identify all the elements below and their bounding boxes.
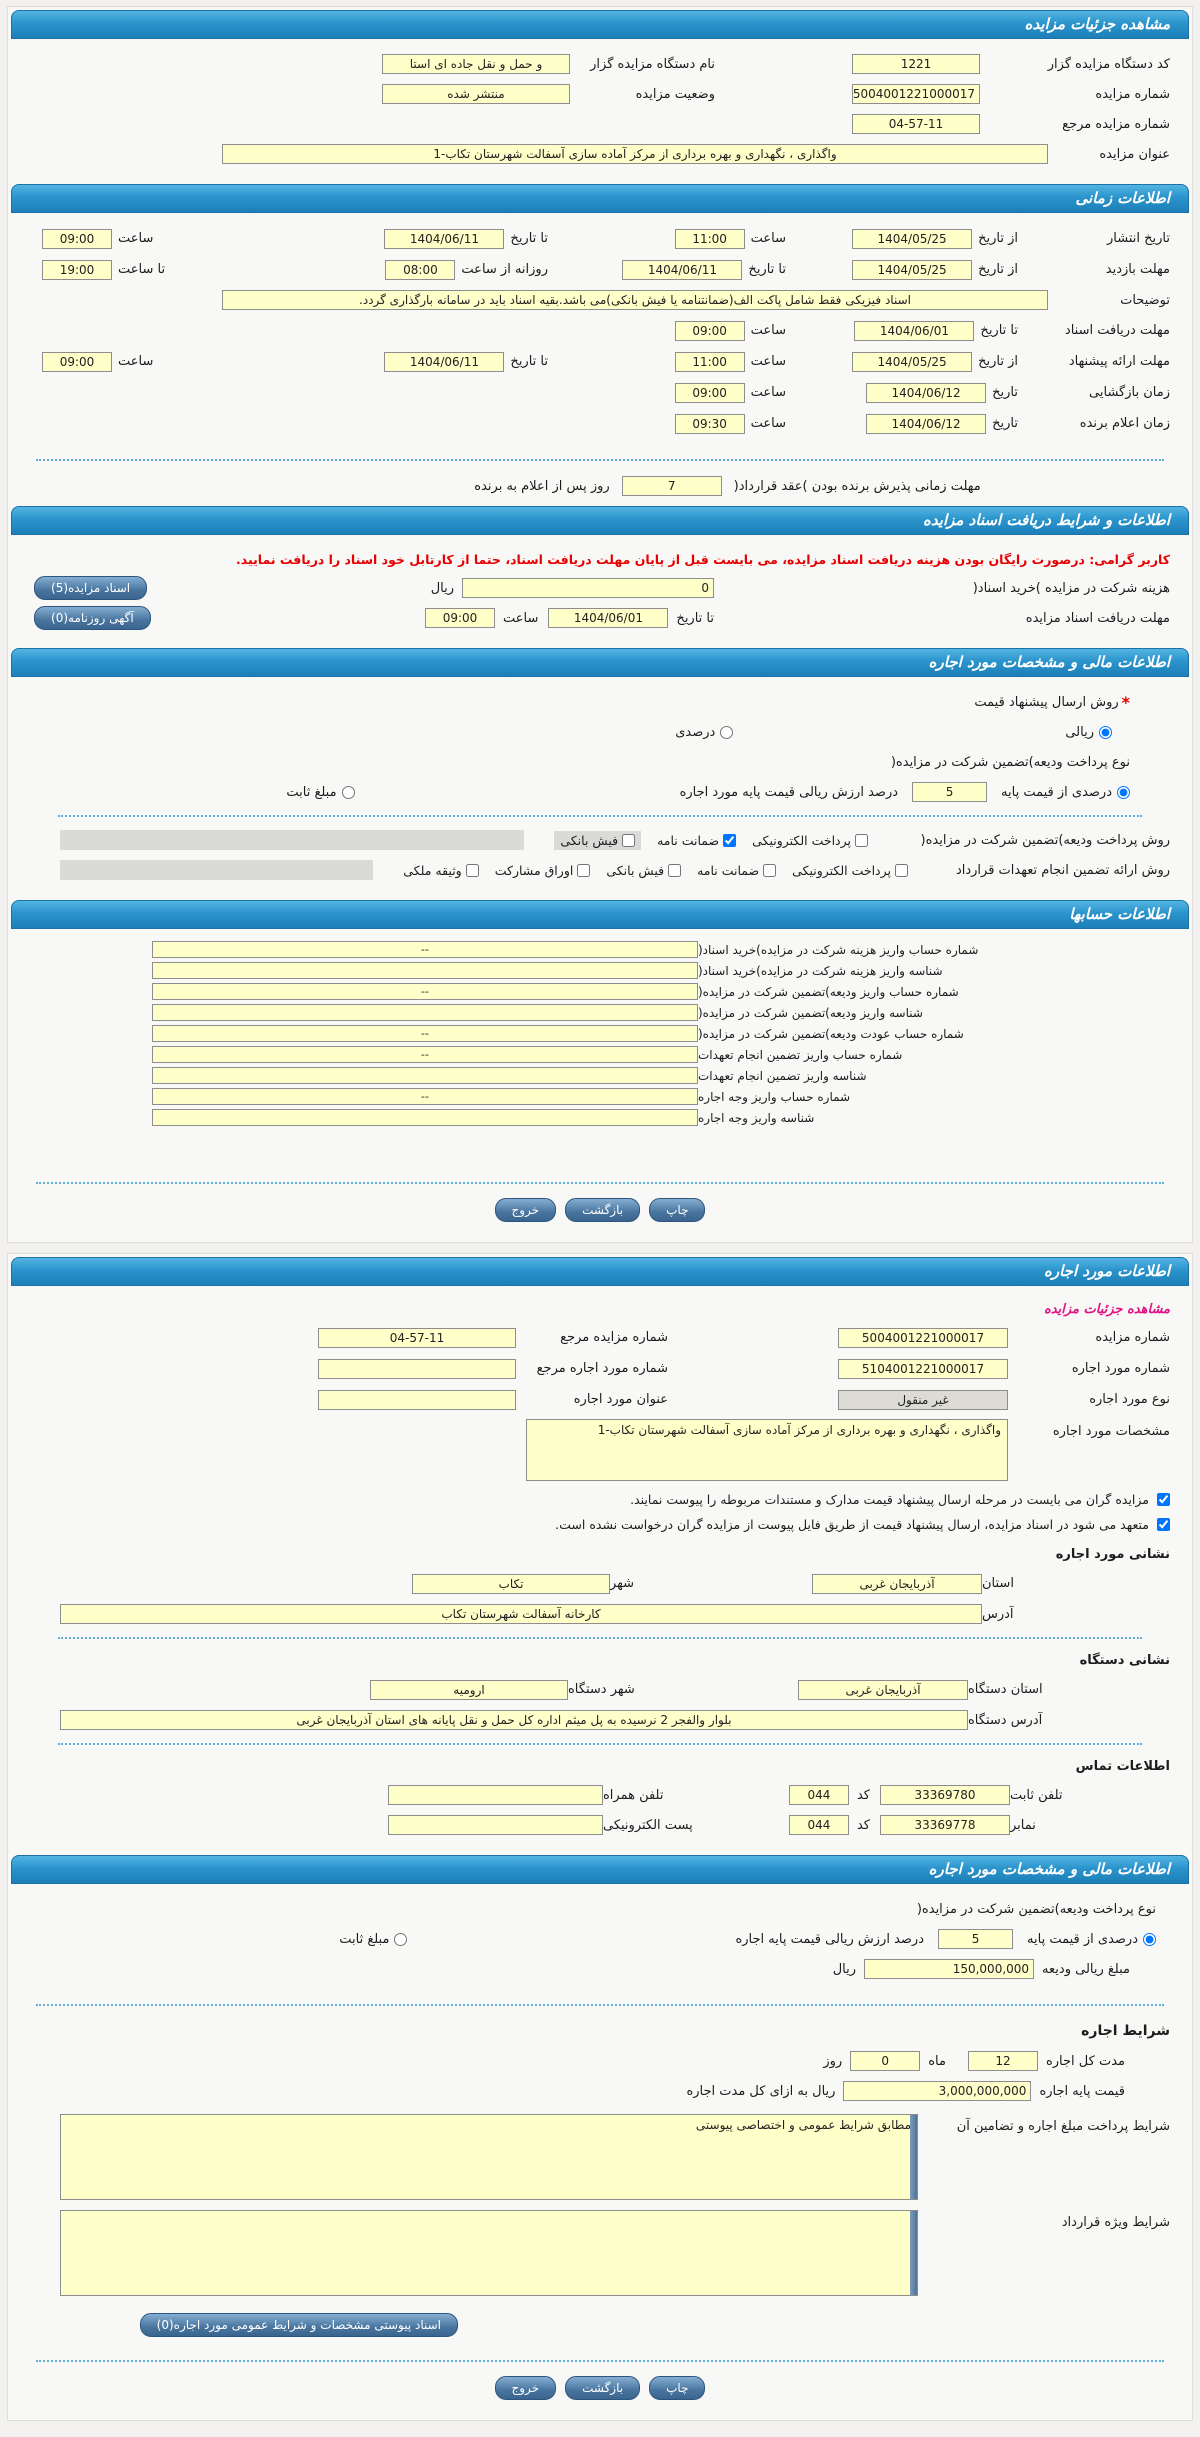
item-ref-field[interactable] — [318, 1359, 516, 1379]
publish-from-date-field[interactable]: 1404/05/25 — [852, 229, 972, 249]
opening-time-label: زمان بازگشایی — [1089, 385, 1170, 400]
docs-deadline-date-field[interactable]: 1404/06/01 — [854, 321, 974, 341]
deposit-percent-suffix: درصد ارزش ریالی قیمت پایه مورد اجاره — [679, 784, 899, 800]
timing-body: تاریخ انتشار از تاریخ 1404/05/25 ساعت 11:00 تا تاریخ 1404/06/11 ساعت 09:00 مهلت بازدید از تاریخ 1404/05/25 تا تاریخ 1404/06/11 روزانه از ساعت 08:00 تا ساعت 19:00 توضیحات اسناد فیزیکی فقط شامل پاکت الف(ضمانتنامه یا فیش بانکی)می باشد.بقیه اسناد باید در سامانه بارگذاری گردد. مهلت دریافت اسناد تا تاریخ 1404/06/01 ساعت 09:00 مهلت ارائه پیشنهاد از تاریخ 1404/05/25 ساعت 11:00 تا تاریخ 1404/06/11 ساعت 09:00 زمان بازگشایی تاریخ 1404/06/12 ساعت 09:00 زمان اعلام برنده تاریخ 1404/06/12 ساعت 09:30 — [8, 213, 1192, 451]
back-button[interactable]: بازگشت — [565, 1198, 640, 1222]
docs-deadline-time-field[interactable]: 09:00 — [675, 321, 745, 341]
deposit-percent-suffix-2: درصد ارزش ریالی قیمت پایه اجاره — [735, 1931, 925, 1947]
actions-row — [8, 1192, 1192, 1228]
auction-ref-number-field[interactable]: 04-57-11 — [852, 114, 980, 134]
payment-terms-label: شرایط پرداخت مبلغ اجاره و تضامین آن — [956, 2119, 1170, 2134]
lease-months-field[interactable]: 12 — [968, 2051, 1038, 2071]
publish-to-time-field[interactable]: 09:00 — [42, 229, 112, 249]
guarantee-method-bonds-checkbox[interactable] — [577, 864, 590, 877]
org-code-field[interactable]: 1221 — [852, 54, 980, 74]
deposit-return-account-field[interactable]: -- — [152, 1025, 698, 1042]
item-auction-ref-field[interactable]: 04-57-11 — [318, 1328, 516, 1348]
winner-date-field[interactable]: 1404/06/12 — [866, 414, 986, 434]
payment-terms-textarea[interactable] — [60, 2114, 918, 2200]
attach-docs-note: مزایده گران می بایست در مرحله ارسال پیشنهاد قیمت مدارک و مستندات مربوطه را پیوست نمایند. — [630, 1492, 1149, 1507]
lease-duration-label: مدت کل اجاره — [1045, 2053, 1125, 2069]
guarantee-method-property-checkbox[interactable] — [466, 864, 479, 877]
guarantee-id-field[interactable] — [152, 1067, 698, 1084]
phone-code-field[interactable]: 044 — [789, 1785, 849, 1805]
docs-receive-deadline-label2: مهلت دریافت اسناد مزایده — [1025, 610, 1170, 626]
fee-deadline-date-field[interactable]: 1404/06/01 — [548, 608, 668, 628]
auction-title-field[interactable]: واگذاری ، نگهداری و بهره برداری از مرکز آماده سازی آسفالت شهرستان تکاب-1 — [222, 144, 1048, 164]
price-method-label: روش ارسال پیشنهاد قیمت — [974, 694, 1119, 710]
deposit-amount-label: مبلغ ریالی ودیعه — [1042, 1961, 1130, 1977]
offer-to-time-field[interactable]: 09:00 — [42, 352, 112, 372]
textarea-scrollbar[interactable] — [910, 2115, 917, 2199]
item-specs-textarea[interactable] — [526, 1419, 1008, 1481]
address-field[interactable]: کارخانه آسفالت شهرستان تکاب — [60, 1604, 982, 1624]
item-title-label: عنوان مورد اجاره — [573, 1392, 668, 1407]
lease-days-field[interactable]: 0 — [850, 2051, 920, 2071]
docs-fee-label: هزینه شرکت در مزایده )خرید اسناد( — [972, 580, 1170, 596]
financial-body: * روش ارسال پیشنهاد قیمت ریالی درصدی نوع پرداخت ودیعه)تضمین شرکت در مزایده( درصدی از قیمت پایه 5 درصد ارزش ریالی قیمت پایه مورد اجاره مبلغ ثابت روش پرداخت ودیعه)تضمین شرکت در مزایده( پرداخت الکترونیکی ضمانت نامه فیش بانکی روش ارائه تضمین انجام تعهدات قرارداد پرداخت الکترونیکی ضمانت نامه فیش بانکی اوراق مشارکت وثیقه ملکی — [8, 677, 1192, 897]
view-auction-details-link[interactable]: مشاهده جزئیات مزایده — [1043, 1301, 1170, 1317]
auction-status-field[interactable]: منتشر شده — [382, 84, 570, 104]
acceptance-suffix: روز پس از اعلام به برنده — [474, 478, 610, 494]
email-field[interactable] — [388, 1815, 603, 1835]
winner-announce-label: زمان اعلام برنده — [1079, 416, 1170, 431]
mobile-field[interactable] — [388, 1785, 603, 1805]
special-terms-textarea[interactable] — [60, 2210, 918, 2296]
deposit-percent-field-2[interactable]: 5 — [938, 1929, 1013, 1949]
section-header-timing: اطلاعات زمانی — [11, 184, 1189, 213]
fee-deadline-time-field[interactable]: 09:00 — [425, 608, 495, 628]
divider — [36, 2004, 1164, 2006]
disabled-area — [60, 860, 373, 880]
auction-status-label: وضعیت مزایده — [635, 86, 715, 102]
fax-field[interactable]: 33369778 — [880, 1815, 1010, 1835]
divider — [58, 1637, 1142, 1639]
auction-block — [7, 6, 1193, 1243]
rent-id-field[interactable] — [152, 1109, 698, 1126]
publish-to-date-field[interactable]: 1404/06/11 — [384, 229, 504, 249]
acceptance-days-field[interactable]: 7 — [622, 476, 722, 496]
guarantee-account-field[interactable]: -- — [152, 1046, 698, 1063]
notes-field[interactable]: اسناد فیزیکی فقط شامل پاکت الف(ضمانتنامه یا فیش بانکی)می باشد.بقیه اسناد باید در سامانه بارگذاری گردد. — [222, 290, 1048, 310]
divider — [58, 815, 1142, 817]
offer-from-time-field[interactable]: 11:00 — [675, 352, 745, 372]
section-header-auction-details: مشاهده جزئیات مزایده — [11, 10, 1189, 39]
special-terms-label: شرایط ویژه قرارداد — [1061, 2215, 1170, 2230]
no-file-request-checkbox[interactable] — [1157, 1518, 1170, 1531]
auction-number-field[interactable]: 5004001221000017 — [852, 84, 980, 104]
base-price-suffix: ریال به ازای کل مدت اجاره — [686, 2083, 836, 2099]
rent-account-field[interactable]: -- — [152, 1088, 698, 1105]
visit-daily-from-field[interactable]: 08:00 — [385, 260, 455, 280]
org-city-label: شهر دستگاه — [568, 1682, 635, 1697]
guarantee-method-bank-slip-checkbox[interactable] — [668, 864, 681, 877]
org-province-field[interactable]: آذربایجان غربی — [798, 1680, 968, 1700]
newspaper-ads-button[interactable]: آگهی روزنامه(0) — [34, 606, 151, 630]
deposit-percent-field[interactable]: 5 — [912, 782, 987, 802]
auction-number-label: شماره مزایده — [1095, 86, 1170, 102]
financial-2-body: نوع پرداخت ودیعه)تضمین شرکت در مزایده( درصدی از قیمت پایه 5 درصد ارزش ریالی قیمت پایه اجاره مبلغ ثابت مبلغ ریالی ودیعه 150,000,000 ریال — [8, 1884, 1192, 1996]
docs-fee-field[interactable]: 0 — [462, 578, 714, 598]
deposit-method-electronic-checkbox[interactable] — [855, 834, 868, 847]
visit-to-date-field[interactable]: 1404/06/11 — [622, 260, 742, 280]
deposit-method-guarantee-checkbox[interactable] — [723, 834, 736, 847]
exit-button[interactable]: خروج — [495, 1198, 557, 1222]
org-address-field[interactable]: بلوار والفجر 2 نرسیده به پل میثم اداره کل حمل و نقل پایانه های استان آذربایجان غربی — [60, 1710, 968, 1730]
item-auction-ref-label: شماره مزایده مرجع — [560, 1330, 668, 1345]
org-name-field[interactable]: و حمل و نقل جاده ای استا — [382, 54, 570, 74]
percent-of-base-radio-2[interactable] — [1143, 1933, 1156, 1946]
fee-deposit-account-field[interactable]: -- — [152, 941, 698, 958]
deposit-id-field[interactable] — [152, 1004, 698, 1021]
item-auction-number-label: شماره مزایده — [1095, 1330, 1170, 1345]
opening-date-field[interactable]: 1404/06/12 — [866, 383, 986, 403]
base-price-label: قیمت پایه اجاره — [1039, 2083, 1125, 2099]
item-type-field[interactable]: غیر منقول — [838, 1390, 1008, 1410]
item-specs-label: مشخصات مورد اجاره — [1052, 1424, 1170, 1439]
province-label: استان — [982, 1576, 1014, 1591]
city-label: شهر — [610, 1576, 635, 1591]
lease-item-block — [7, 1253, 1193, 2421]
item-number-label: شماره مورد اجاره — [1071, 1361, 1170, 1376]
guarantee-method-guarantee-checkbox[interactable] — [763, 864, 776, 877]
address-label: آدرس — [982, 1606, 1014, 1622]
section-header-financial-2: اطلاعات مالی و مشخصات مورد اجاره — [11, 1855, 1189, 1884]
back-button-2[interactable]: بازگشت — [565, 2376, 640, 2400]
city-field[interactable]: تکاب — [412, 1574, 610, 1594]
winner-time-field[interactable]: 09:30 — [675, 414, 745, 434]
province-field[interactable]: آذربایجان غربی — [812, 1574, 982, 1594]
section-header-accounts: اطلاعات حسابها — [11, 900, 1189, 929]
org-province-label: استان دستگاه — [968, 1682, 1043, 1697]
actions-row-2 — [8, 2370, 1192, 2406]
accounts-body: شماره حساب واریز هزینه شرکت در مزایده)خرید اسناد( -- شناسه واریز هزینه شرکت در مزایده)خرید اسناد( شماره حساب واریز ودیعه)تضمین شرکت در مزایده( -- شناسه واریز ودیعه)تضمین شرکت در مزایده( شماره حساب عودت ودیعه)تضمین شرکت در مزایده( -- شماره حساب واریز تضمین انجام تعهدات -- شناسه واریز تضمین انجام تعهدات شماره حساب واریز وجه اجاره -- شناسه واریز وجه اجاره — [8, 929, 1192, 1140]
fee-deposit-id-field[interactable] — [152, 962, 698, 979]
auction-ref-number-label: شماره مزایده مرجع — [1062, 116, 1170, 132]
item-address-section-label: نشانی مورد اجاره — [1055, 1547, 1170, 1562]
auction-title-label: عنوان مزایده — [1099, 146, 1170, 162]
deposit-type-label: نوع پرداخت ودیعه)تضمین شرکت در مزایده( — [890, 754, 1130, 770]
attachments-button[interactable]: اسناد پیوستی مشخصات و شرایط عمومی مورد اجاره(0) — [140, 2313, 458, 2337]
attach-docs-checkbox[interactable] — [1157, 1493, 1170, 1506]
required-asterisk: * — [1121, 692, 1130, 712]
mobile-label: تلفن همراه — [602, 1787, 664, 1803]
section-header-lease-item: اطلاعات مورد اجاره — [11, 1257, 1189, 1286]
org-address-label: آدرس دستگاه — [968, 1712, 1043, 1728]
item-auction-number-field[interactable]: 5004001221000017 — [838, 1328, 1008, 1348]
visit-daily-to-field[interactable]: 19:00 — [42, 260, 112, 280]
lease-terms-heading: شرایط اجاره — [1081, 2023, 1170, 2039]
offer-deadline-label: مهلت ارائه پیشنهاد — [1068, 354, 1170, 369]
offer-to-date-field[interactable]: 1404/06/11 — [384, 352, 504, 372]
auction-docs-button[interactable]: اسناد مزایده(5) — [34, 576, 147, 600]
textarea-scrollbar[interactable] — [910, 2211, 917, 2295]
docs-terms-body: کاربر گرامی: درصورت رایگان بودن هزینه دریافت اسناد مزایده، می بایست قبل از پایان مهلت دریافت اسناد، حتما از کارتابل خود اسناد را دریافت نمایید. هزینه شرکت در مزایده )خرید اسناد( 0 ریال اسناد مزایده(5) مهلت دریافت اسناد مزایده تا تاریخ 1404/06/01 ساعت 09:00 آگهی روزنامه(0) — [8, 535, 1192, 645]
offer-from-date-field[interactable]: 1404/05/25 — [852, 352, 972, 372]
fixed-amount-radio[interactable] — [342, 786, 355, 799]
print-button-2[interactable]: چاپ — [649, 2376, 705, 2400]
base-price-field[interactable]: 3,000,000,000 — [843, 2081, 1031, 2101]
item-ref-label: شماره مورد اجاره مرجع — [536, 1361, 668, 1376]
publish-from-time-field[interactable]: 11:00 — [675, 229, 745, 249]
free-docs-warning: کاربر گرامی: درصورت رایگان بودن هزینه دریافت اسناد مزایده، می بایست قبل از پایان مهلت دریافت اسناد، حتما از کارتابل خود اسناد را دریافت نمایید. — [236, 551, 1170, 567]
exit-button-2[interactable]: خروج — [495, 2376, 557, 2400]
deposit-method-bank-slip-checkbox[interactable] — [622, 834, 635, 847]
visit-from-date-field[interactable]: 1404/05/25 — [852, 260, 972, 280]
org-address-section-label: نشانی دستگاه — [1079, 1653, 1170, 1668]
publish-date-label: تاریخ انتشار — [1107, 231, 1170, 246]
lease-item-body: مشاهده جزئیات مزایده شماره مزایده 5004001221000017 شماره مزایده مرجع 04-57-11 شماره مورد اجاره 5104001221000017 شماره مورد اجاره مرجع نوع مورد اجاره غیر منقول عنوان مورد اجاره مشخصات مورد اجاره واگذاری ، نگهداری و بهره برداری از مرکز آماده سازی آسفالت شهرستان تکاب-1 مزایده گران می بایست در مرحله ارسال پیشنهاد قیمت مدارک و مستندات مربوطه را پیوست نمایند. متعهد می شود در اسناد مزایده، ارسال پیشنهاد قیمت از طریق فایل پیوست از مزایده گران درخواست نشده است. نشانی مورد اجاره استان آذربایجان غربی شهر تکاب آدرس کارخانه آسفالت شهرستان تکاب نشانی دستگاه استان دستگاه آذربایجان غربی شهر دستگاه ارومیه آدرس دستگاه بلوار والفجر 2 نرسیده به پل میثم اداره کل حمل و نقل پایانه های استان آذربایجان غربی اطلاعات تماس تلفن ثابت 33369780 کد 044 تلفن همراه نمابر 33369778 کد 044 پست الکترونیکی — [8, 1286, 1192, 1852]
divider — [58, 1743, 1142, 1745]
acceptance-label: مهلت زمانی پذیرش برنده بودن )عقد قرارداد( — [733, 478, 981, 494]
org-city-field[interactable]: ارومیه — [370, 1680, 568, 1700]
fax-code-field[interactable]: 044 — [789, 1815, 849, 1835]
notes-label: توضیحات — [1120, 292, 1170, 308]
item-title-field[interactable] — [318, 1390, 516, 1410]
fax-label: نمابر — [1010, 1817, 1036, 1833]
deposit-method-label: روش پرداخت ودیعه)تضمین شرکت در مزایده( — [920, 832, 1170, 848]
auction-details-body — [8, 39, 1192, 181]
percent-of-base-radio[interactable] — [1117, 786, 1130, 799]
percent-radio[interactable] — [720, 726, 733, 739]
lease-terms-body: شرایط اجاره مدت کل اجاره 12 ماه 0 روز قیمت پایه اجاره 3,000,000,000 ریال به ازای کل مدت اجاره شرایط پرداخت مبلغ اجاره و تضامین آن مطابق شرایط عمومی و اختصاصی پیوستی شرایط ویژه قرارداد اسناد پیوستی مشخصات و شرایط عمومی مورد اجاره(0) — [8, 2014, 1192, 2352]
print-button[interactable]: چاپ — [649, 1198, 705, 1222]
phone-field[interactable]: 33369780 — [880, 1785, 1010, 1805]
rial-radio[interactable] — [1099, 726, 1112, 739]
visit-deadline-label: مهلت بازدید — [1105, 262, 1170, 277]
divider — [36, 459, 1164, 461]
deposit-amount-field[interactable]: 150,000,000 — [864, 1959, 1034, 1979]
guarantee-method-label: روش ارائه تضمین انجام تعهدات قرارداد — [955, 862, 1170, 878]
section-header-docs-terms: اطلاعات و شرایط دریافت اسناد مزایده — [11, 506, 1189, 535]
no-file-request-note: متعهد می شود در اسناد مزایده، ارسال پیشنهاد قیمت از طریق فایل پیوست از مزایده گران درخواست نشده است. — [555, 1517, 1149, 1532]
acceptance-row — [8, 469, 1192, 503]
deposit-type-label-2: نوع پرداخت ودیعه)تضمین شرکت در مزایده( — [916, 1901, 1156, 1917]
org-code-label: کد دستگاه مزایده گزار — [1047, 56, 1170, 72]
divider — [36, 1182, 1164, 1184]
item-type-label: نوع مورد اجاره — [1089, 1392, 1170, 1407]
fixed-amount-radio-2[interactable] — [394, 1933, 407, 1946]
divider — [36, 2360, 1164, 2362]
opening-time-field[interactable]: 09:00 — [675, 383, 745, 403]
org-name-label: نام دستگاه مزایده گزار — [590, 56, 715, 72]
email-label: پست الکترونیکی — [602, 1817, 693, 1833]
phone-label: تلفن ثابت — [1010, 1787, 1063, 1803]
guarantee-method-electronic-checkbox[interactable] — [895, 864, 908, 877]
section-header-financial: اطلاعات مالی و مشخصات مورد اجاره — [11, 648, 1189, 677]
item-number-field[interactable]: 5104001221000017 — [838, 1359, 1008, 1379]
deposit-account-field[interactable]: -- — [152, 983, 698, 1000]
disabled-area — [60, 830, 524, 850]
docs-receive-deadline-label: مهلت دریافت اسناد — [1064, 323, 1170, 338]
contact-section-label: اطلاعات تماس — [1075, 1759, 1170, 1774]
